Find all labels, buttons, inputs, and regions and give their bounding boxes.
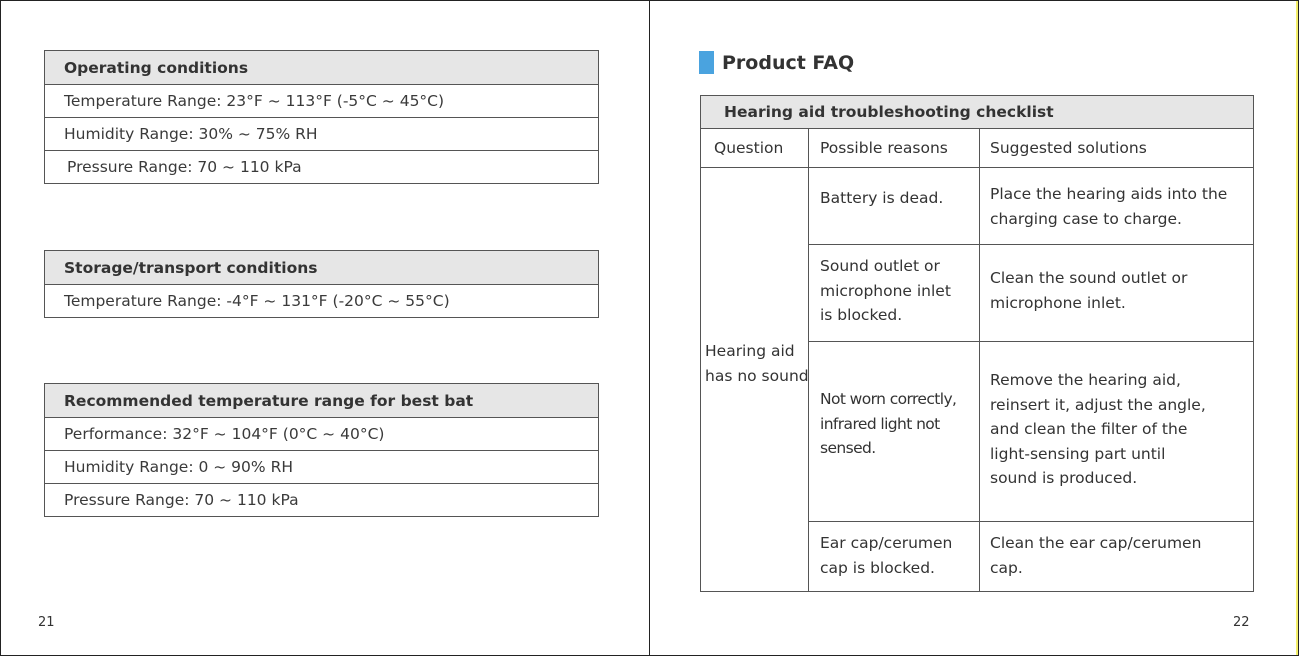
row-divider xyxy=(808,244,1253,245)
left-page xyxy=(1,1,649,655)
reason-cell: Sound outlet or microphone inlet is blocked. xyxy=(820,257,951,324)
row-divider xyxy=(808,521,1253,522)
solution-cell: Clean the sound outlet or microphone inlet. xyxy=(990,269,1188,312)
question-cell: Hearing aid has no sound xyxy=(705,342,809,385)
page-number: 21 xyxy=(38,615,55,630)
column-header-solutions: Suggested solutions xyxy=(990,139,1147,157)
operating-conditions-table xyxy=(44,50,599,184)
column-divider xyxy=(979,128,980,591)
solution-cell: Remove the hearing aid, reinsert it, adjust the angle, and clean the filter of the light-sensing part until sound is produced. xyxy=(990,371,1206,487)
row-divider xyxy=(701,167,1253,168)
table-row: Performance: 32°F ~ 104°F (0°C ~ 40°C) xyxy=(45,417,598,450)
row-divider xyxy=(808,341,1253,342)
right-page xyxy=(650,1,1298,655)
row-divider xyxy=(701,128,1253,129)
column-header-question: Question xyxy=(714,139,784,157)
reason-cell: Ear cap/cerumen cap is blocked. xyxy=(820,534,953,577)
table-row: Temperature Range: -4°F ~ 131°F (-20°C ~ 55°C) xyxy=(45,284,598,317)
page-number: 22 xyxy=(1233,615,1250,630)
faq-heading xyxy=(699,51,854,74)
table-row: Humidity Range: 0 ~ 90% RH xyxy=(45,450,598,483)
table-header: Storage/transport conditions xyxy=(45,251,598,284)
reason-cell: Battery is dead. xyxy=(820,189,944,207)
table-header: Operating conditions xyxy=(45,51,598,84)
solution-cell: Clean the ear cap/cerumen cap. xyxy=(990,534,1202,577)
table-row: Humidity Range: 30% ~ 75% RH xyxy=(45,117,598,150)
column-header-reasons: Possible reasons xyxy=(820,139,948,157)
storage-conditions-table xyxy=(44,250,599,318)
table-row: Pressure Range: 70 ~ 110 kPa xyxy=(45,150,598,183)
section-title: Product FAQ xyxy=(722,51,855,74)
section-marker-icon xyxy=(699,51,714,74)
reason-cell: Not worn correctly, infrared light not sensed. xyxy=(820,390,957,457)
solution-cell: Place the hearing aids into the charging case to charge. xyxy=(990,185,1228,228)
recommended-temperature-table xyxy=(44,383,599,517)
table-caption: Hearing aid troubleshooting checklist xyxy=(724,103,1054,121)
table-row: Pressure Range: 70 ~ 110 kPa xyxy=(45,483,598,516)
table-row: Temperature Range: 23°F ~ 113°F (-5°C ~ 45°C) xyxy=(45,84,598,117)
troubleshooting-table xyxy=(700,95,1254,592)
table-header: Recommended temperature range for best bat xyxy=(45,384,598,417)
